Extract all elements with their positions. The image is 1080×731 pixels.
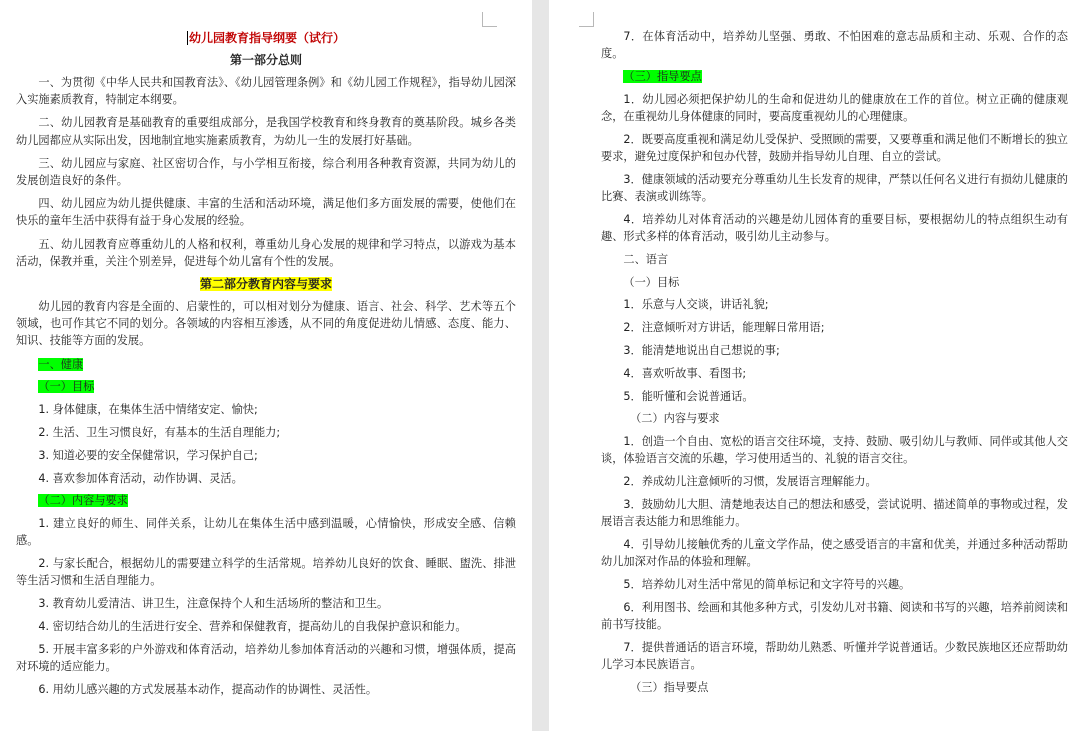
paragraph: 幼儿园的教育内容是全面的、启蒙性的，可以相对划分为健康、语言、社会、科学、艺术等五个领域，也可作其它不同的划分。各领域的内容相互渗透，从不同的角度促进幼儿情感、态度、能力、知识、技能等方面的发展。 [16,300,516,348]
paragraph: 四、幼儿园应为幼儿提供健康、丰富的生活和活动环境，满足他们多方面发展的需要，使他们在快乐的童年生活中获得有益于身心发展的经验。 [16,197,516,228]
list-item: 4. 喜欢参加体育活动，动作协调、灵活。 [38,471,243,485]
content-heading: （二）内容与要求 [38,494,128,508]
list-item: 3．健康领域的活动要充分尊重幼儿生长发育的规律，严禁以任何名义进行有损幼儿健康的比赛、表演或训练等。 [601,172,1068,203]
paragraph: 五、幼儿园教育应尊重幼儿的人格和权利，尊重幼儿身心发展的规律和学习特点，以游戏为基本活动，保教并重，关注个别差异，促进每个幼儿富有个性的发展。 [16,237,516,268]
health-heading: 一、健康 [38,357,84,371]
paragraph: 二、幼儿园教育是基础教育的重要组成部分，是我国学校教育和终身教育的奠基阶段。城乡各类幼儿园都应从实际出发，因地制宜地实施素质教育，为幼儿一生的发展打好基础。 [16,116,516,147]
guidance-heading: （三）指导要点 [623,70,702,83]
list-item: 2．养成幼儿注意倾听的习惯，发展语言理解能力。 [623,475,877,489]
paragraph: 一、为贯彻《中华人民共和国教育法》、《幼儿园管理条例》和《幼儿园工作规程》，指导幼儿园深入实施素质教育，特制定本纲要。 [16,76,516,107]
list-item: 3．能清楚地说出自己想说的事; [623,343,780,357]
list-item: 5. 开展丰富多彩的户外游戏和体育活动，培养幼儿参加体育活动的兴趣和习惯，增强体质，提高对环境的适应能力。 [16,642,516,674]
lang-goals-heading: （一）目标 [623,275,680,289]
part2-title: 第二部分教育内容与要求 [199,277,332,292]
list-item: 5．能听懂和会说普通话。 [623,389,754,403]
page-gap [532,0,549,731]
list-item: 4．培养幼儿对体育活动的兴趣是幼儿园体育的重要目标，要根据幼儿的特点组织生动有趣、形式多样的体育活动，吸引幼儿主动参与。 [601,212,1068,243]
document-page-right[interactable] [549,0,1080,731]
list-item: 5．培养幼儿对生活中常见的简单标记和文字符号的兴趣。 [623,577,911,591]
list-item: 3．鼓励幼儿大胆、清楚地表达自己的想法和感受，尝试说明、描述简单的事物或过程，发展语言表达能力和思维能力。 [601,497,1068,529]
list-item: 2．既要高度重视和满足幼儿受保护、受照顾的需要，又要尊重和满足他们不断增长的独立要求，避免过度保护和包办代替，鼓励并指导幼儿自理、自立的尝试。 [601,132,1068,163]
list-item: 1．幼儿园必须把保护幼儿的生命和促进幼儿的健康放在工作的首位。树立正确的健康观念，在重视幼儿身体健康的同时，要高度重视幼儿的心理健康。 [601,92,1068,123]
text-cursor [187,31,188,45]
lang-guidance-heading: （三）指导要点 [630,680,709,694]
list-item: 3. 教育幼儿爱清洁、讲卫生，注意保持个人和生活场所的整洁和卫生。 [38,597,389,611]
goals-heading: （一）目标 [38,380,95,394]
list-item: 2．注意倾听对方讲话，能理解日常用语; [623,321,825,335]
list-item: 3. 知道必要的安全保健常识，学习保护自己; [38,448,258,462]
page-corner-mark [482,12,497,27]
list-item: 2. 生活、卫生习惯良好，有基本的生活自理能力; [38,426,281,440]
list-item: 7．提供普通话的语言环境，帮助幼儿熟悉、听懂并学说普通话。少数民族地区还应帮助幼儿学习本民族语言。 [601,640,1068,671]
list-item: 4．引导幼儿接触优秀的儿童文学作品，使之感受语言的丰富和优美，并通过多种活动帮助幼儿加深对作品的体验和理解。 [601,537,1068,569]
list-item: 1．乐意与人交谈，讲话礼貌; [623,298,769,312]
language-heading: 二、语言 [623,252,669,266]
document-title: 幼儿园教育指导纲要（试行） [188,31,345,45]
lang-content-heading: （二）内容与要求 [630,412,720,426]
list-item: 4．喜欢听故事、看图书; [623,366,747,380]
list-item: 1. 建立良好的师生、同伴关系，让幼儿在集体生活中感到温暖，心情愉快，形成安全感、信赖感。 [16,517,516,548]
list-item: 6．利用图书、绘画和其他多种方式，引发幼儿对书籍、阅读和书写的兴趣，培养前阅读和前书写技能。 [601,600,1068,631]
list-item: 1．创造一个自由、宽松的语言交往环境，支持、鼓励、吸引幼儿与教师、同伴或其他人交谈，体验语言交流的乐趣，学习使用适当的、礼貌的语言交往。 [601,435,1068,466]
list-item: 2. 与家长配合，根据幼儿的需要建立科学的生活常规。培养幼儿良好的饮食、睡眠、盥洗、排泄等生活习惯和生活自理能力。 [16,557,516,588]
document-page-left[interactable] [0,0,532,731]
list-item: 4. 密切结合幼儿的生活进行安全、营养和保健教育，提高幼儿的自我保护意识和能力。 [38,620,467,634]
list-item: 6. 用幼儿感兴趣的方式发展基本动作，提高动作的协调性、灵活性。 [38,682,378,696]
page-corner-mark [579,12,594,27]
part1-title: 第一部分总则 [229,53,302,67]
list-item: 1. 身体健康，在集体生活中情绪安定、愉快; [38,403,258,417]
paragraph: 三、幼儿园应与家庭、社区密切合作，与小学相互衔接，综合利用各种教育资源，共同为幼儿的发展创造良好的条件。 [16,156,516,188]
list-item: 7．在体育活动中，培养幼儿坚强、勇敢、不怕困难的意志品质和主动、乐观、合作的态度。 [601,30,1068,61]
